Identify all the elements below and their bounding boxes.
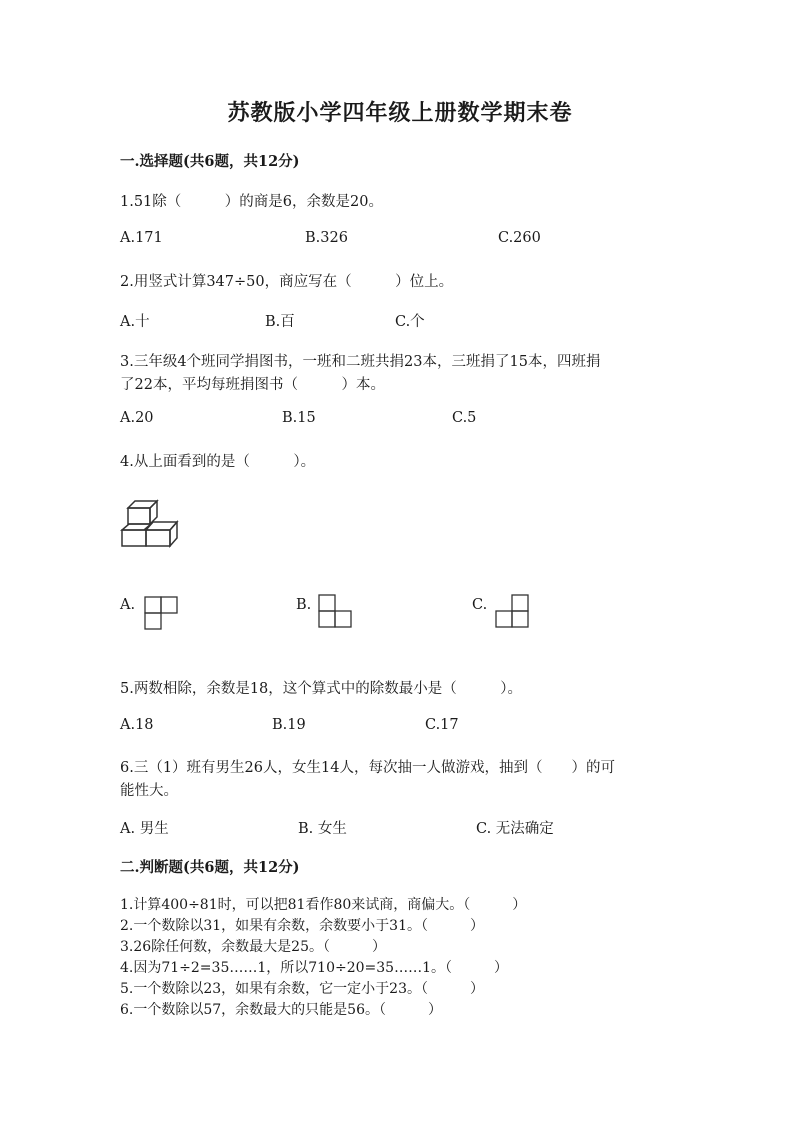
q2-option-c: C.个	[395, 314, 425, 330]
q5-option-a: A.18	[120, 717, 154, 733]
section-heading-judgement: 二.判断题(共6题，共12分)	[120, 859, 300, 876]
question-6-line2: 能性大。	[120, 783, 178, 799]
judgement-item: 1.计算400÷81时，可以把81看作80来试商，商偏大。（ ）	[120, 897, 527, 913]
q4-option-c: C.	[472, 597, 488, 613]
q3-option-a: A.20	[120, 410, 154, 426]
judgement-item: 5.一个数除以23，如果有余数，它一定小于23。（ ）	[120, 981, 484, 997]
question-4: 4.从上面看到的是（ ）。	[120, 454, 316, 470]
q3-option-b: B.15	[282, 410, 316, 426]
judgement-item: 6.一个数除以57，余数最大的只能是56。（ ）	[120, 1002, 442, 1018]
q1-option-c: C.260	[498, 230, 541, 246]
q1-option-a: A.171	[120, 230, 163, 246]
q5-option-c: C.17	[425, 717, 459, 733]
question-6-line1: 6.三（1）班有男生26人，女生14人，每次抽一人做游戏，抽到（ ）的可	[120, 760, 615, 776]
question-5: 5.两数相除，余数是18，这个算式中的除数最小是（ ）。	[120, 681, 523, 697]
judgement-item: 3.26除任何数，余数最大是25。（ ）	[120, 939, 386, 955]
q6-option-b: B. 女生	[298, 821, 347, 837]
q4-option-c-view-icon	[495, 594, 529, 628]
section-heading-choice: 一.选择题(共6题，共12分)	[120, 153, 300, 170]
q5-option-b: B.19	[272, 717, 306, 733]
q6-option-a: A. 男生	[120, 821, 169, 837]
page-title: 苏教版小学四年级上册数学期末卷	[227, 100, 573, 126]
cube-stack-figure	[120, 500, 182, 548]
judgement-item: 4.因为71÷2=35……1，所以710÷20=35……1。（ ）	[120, 960, 508, 976]
q1-option-b: B.326	[305, 230, 348, 246]
q6-option-c: C. 无法确定	[476, 821, 554, 837]
q4-option-a: A.	[120, 597, 136, 613]
question-1: 1.51除（ ）的商是6，余数是20。	[120, 194, 383, 210]
q4-option-b-view-icon	[318, 594, 352, 628]
q4-option-a-view-icon	[144, 596, 178, 630]
q2-option-b: B.百	[265, 314, 295, 330]
question-3-line1: 3.三年级4个班同学捐图书，一班和二班共捐23本，三班捐了15本，四班捐	[120, 354, 601, 370]
q2-option-a: A.十	[120, 314, 150, 330]
judgement-item: 2.一个数除以31，如果有余数，余数要小于31。（ ）	[120, 918, 484, 934]
question-2: 2.用竖式计算347÷50，商应写在（ ）位上。	[120, 274, 454, 290]
question-3-line2: 了22本，平均每班捐图书（ ）本。	[120, 377, 385, 393]
q3-option-c: C.5	[452, 410, 477, 426]
q4-option-b: B.	[296, 597, 312, 613]
